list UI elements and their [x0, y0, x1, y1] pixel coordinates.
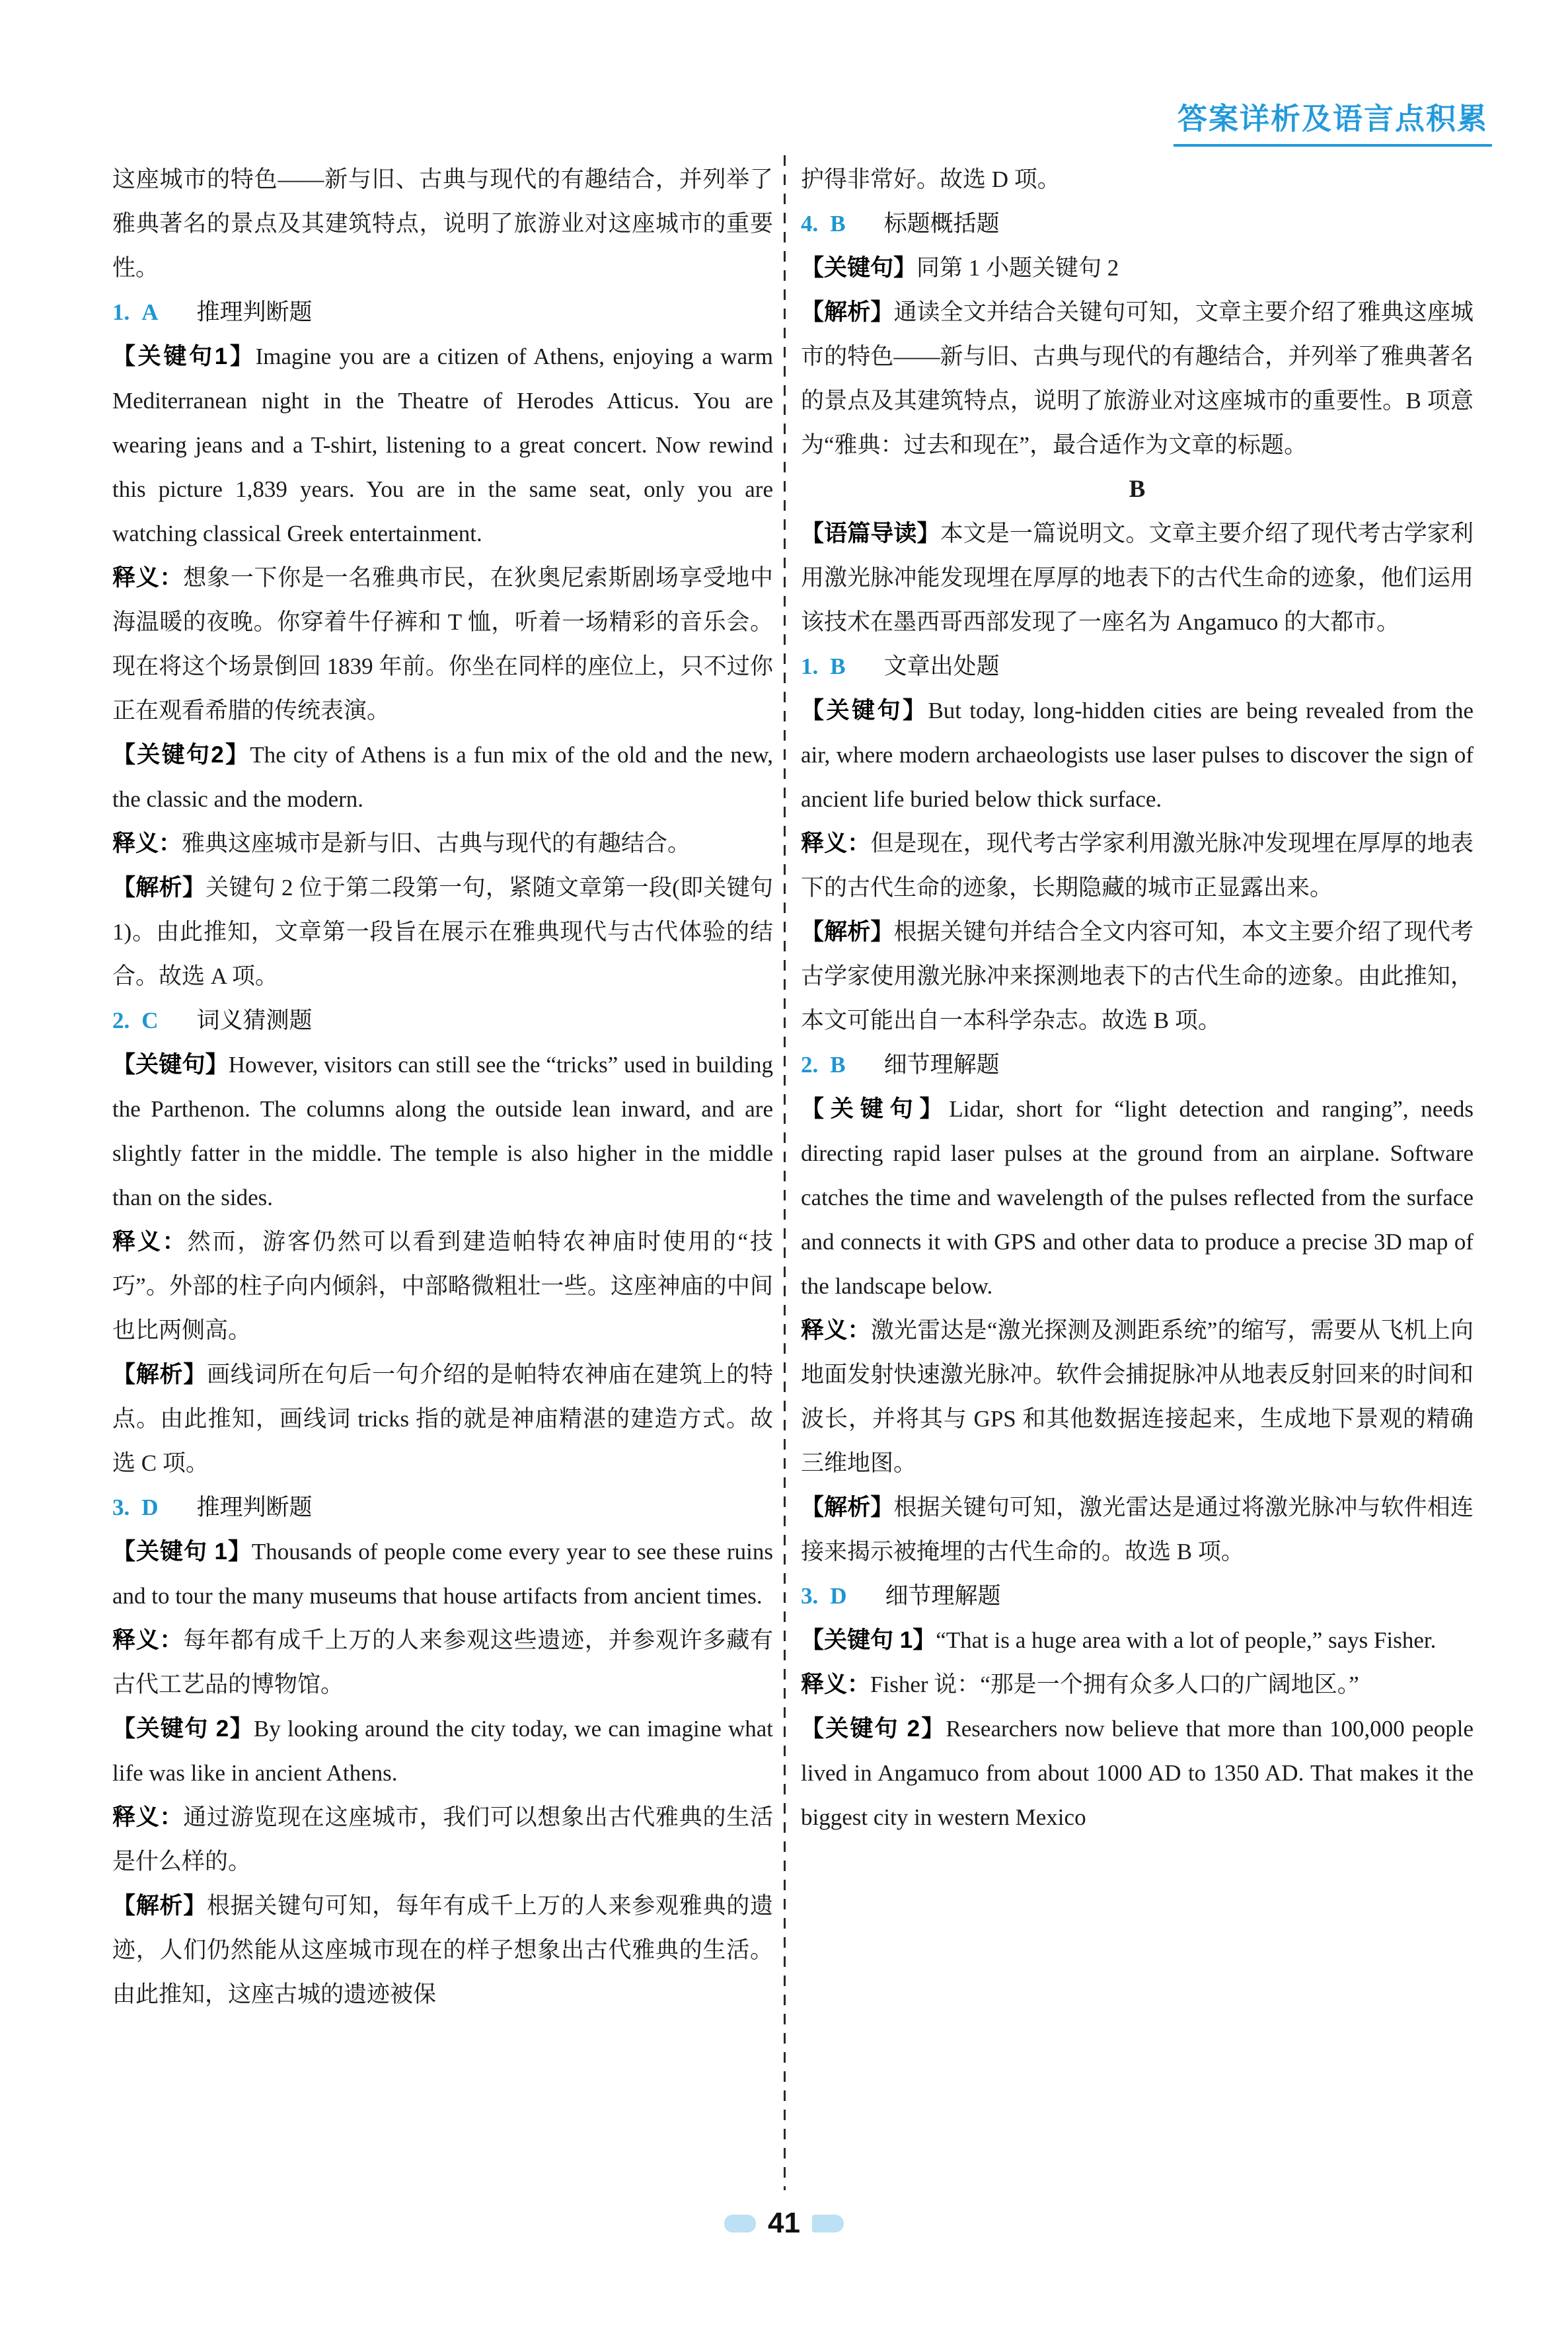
answer-number: 3.: [801, 1583, 819, 1609]
labeled-paragraph: [801, 511, 1474, 644]
answer-letter: A: [141, 299, 159, 325]
paragraph-label: 【关键句 1】: [801, 1627, 936, 1653]
paragraph-text: Imagine you are a citizen of Athens, enjoying a warm Mediterranean night in the Theatre of Herodes Atticus. You are wearing jeans and a T-shirt, listening to a great concert. Now rewind this picture 1,839 years. You are in the same seat, only you are watching classical Greek entertainment.: [112, 344, 773, 546]
section-heading: B: [1129, 476, 1146, 503]
answer-number: 2.: [801, 1052, 819, 1078]
paragraph-label: 【解析】: [801, 1495, 894, 1520]
labeled-paragraph: [112, 1352, 773, 1485]
paragraph-label: 【解析】: [112, 1362, 207, 1387]
labeled-paragraph: [801, 1087, 1474, 1308]
paragraph-text: 激光雷达是“激光探测及测距系统”的缩写，需要从飞机上向地面发射快速激光脉冲。软件会捕捉脉冲从地表反射回来的时间和波长，并将其与 GPS 和其他数据连接起来，生成地下景观的精确三维地图。: [801, 1317, 1474, 1476]
paragraph-label: 【关键句 2】: [801, 1716, 946, 1742]
answer-number: 1.: [112, 299, 130, 325]
labeled-paragraph: [801, 1618, 1474, 1662]
paragraph-text: 根据关键句可知，每年有成千上万的人来参观雅典的遗迹，人们仍然能从这座城市现在的样子想象出古代雅典的生活。由此推知，这座古城的遗迹被保: [112, 1893, 773, 2007]
paragraph-label: 【解析】: [112, 875, 206, 901]
labeled-paragraph: [801, 246, 1474, 290]
paragraph-label: 释义：: [801, 1672, 871, 1697]
translation-paragraph: [801, 1308, 1474, 1485]
translation-paragraph: [112, 821, 773, 866]
paragraph-text: 根据关键句并结合全文内容可知，本文主要介绍了现代考古学家使用激光脉冲来探测地表下的古代生命的迹象。由此推知，本文可能出自一本科学杂志。故选 B 项。: [801, 919, 1474, 1033]
answer-number: 3.: [112, 1495, 130, 1520]
paragraph-text: But today, long-hidden cities are being revealed from the air, where modern archaeologists use laser pulses to discover the sign of ancient life buried below thick surface.: [801, 698, 1474, 812]
paragraph-text: Lidar, short for “light detection and ranging”, needs directing rapid laser pulses at the ground from an airplane. Software catches the time and wavelength of the pulses reflected from the surface and connects it with GPS and other data to produce a precise 3D map of the landscape below.: [801, 1096, 1474, 1299]
paragraph-label: 【语篇导读】: [801, 521, 940, 546]
labeled-paragraph: [801, 290, 1474, 467]
paragraph-text: 想象一下你是一名雅典市民，在狄奥尼索斯剧场享受地中海温暖的夜晚。你穿着牛仔裤和 T 恤，听着一场精彩的音乐会。现在将这个场景倒回 1839 年前。你坐在同样的座位上，只不过你正在观看希腊的传统表演。: [112, 565, 773, 723]
paragraph: 这座城市的特色——新与旧、古典与现代的有趣结合，并列举了雅典著名的景点及其建筑特点，说明了旅游业对这座城市的重要性。: [112, 166, 773, 281]
paragraph-text: 但是现在，现代考古学家利用激光脉冲发现埋在厚厚的地表下的古代生命的迹象，长期隐藏的城市正显露出来。: [801, 830, 1474, 901]
labeled-paragraph: [801, 1485, 1474, 1574]
paragraph-label: 【解析】: [801, 919, 894, 945]
paragraph-text: 雅典这座城市是新与旧、古典与现代的有趣结合。: [182, 830, 691, 856]
paragraph-text: However, visitors can still see the “tricks” used in building the Parthenon. The columns along the outside lean inward, and are slightly fatter in the middle. The temple is also higher in the middle than on the sides.: [112, 1052, 773, 1210]
paragraph-text: Fisher 说：“那是一个拥有众多人口的广阔地区。”: [870, 1672, 1359, 1697]
labeled-paragraph: [112, 1530, 773, 1618]
paragraph-text: 通过游览现在这座城市，我们可以想象出古代雅典的生活是什么样的。: [112, 1804, 773, 1874]
paragraph-text: The city of Athens is a fun mix of the old and the new, the classic and the modern.: [112, 742, 773, 812]
translation-paragraph: [801, 821, 1474, 910]
answer-letter: D: [141, 1495, 159, 1520]
paragraph-text: 同第 1 小题关键句 2: [916, 255, 1119, 281]
paragraph-label: 释义：: [112, 830, 182, 856]
paragraph-text: 画线词所在句后一句介绍的是帕特农神庙在建筑上的特点。由此推知，画线词 tricks 指的就是神庙精湛的建造方式。故选 C 项。: [112, 1362, 773, 1476]
paragraph-text: “That is a huge area with a lot of people,” says Fisher.: [936, 1627, 1437, 1653]
answer-line: [112, 998, 773, 1043]
paragraph-text: 根据关键句可知，激光雷达是通过将激光脉冲与软件相连接来揭示被掩埋的古代生命的。故选 B 项。: [801, 1495, 1474, 1565]
translation-paragraph: [112, 1618, 773, 1707]
paragraph-label: 释义：: [112, 1627, 184, 1653]
labeled-paragraph: [801, 688, 1474, 821]
answer-number: 1.: [801, 653, 819, 679]
page-number: 41: [768, 2207, 800, 2239]
translation-paragraph: [112, 1795, 773, 1884]
paragraph-label: 【关键句2】: [112, 742, 250, 768]
paragraph-label: 释义：: [112, 1229, 188, 1255]
answer-line: [112, 1485, 773, 1530]
answer-line: [801, 644, 1474, 688]
translation-paragraph: [801, 1662, 1474, 1707]
column-divider: [784, 155, 786, 2190]
answer-number: 4.: [801, 211, 819, 237]
labeled-paragraph: [112, 1707, 773, 1795]
labeled-paragraph: [112, 866, 773, 998]
paragraph-label: 【关键句】: [801, 255, 917, 281]
question-type-label: 推理判断题: [196, 299, 313, 325]
labeled-paragraph: [112, 1884, 773, 2016]
paragraph-text: Researchers now believe that more than 100,000 people lived in Angamuco from about 1000 AD to 1350 AD. That makes it the biggest city in western Mexico: [801, 1716, 1474, 1830]
labeled-paragraph: [801, 910, 1474, 1043]
paragraph-label: 【关键句】: [801, 698, 928, 723]
right-column: [801, 157, 1474, 1839]
left-column: [112, 157, 773, 2016]
page-footer: [0, 2207, 1568, 2240]
paragraph-label: 释义：: [112, 1804, 184, 1830]
paragraph-label: 释义：: [801, 1317, 871, 1343]
question-type-label: 细节理解题: [883, 1052, 1000, 1078]
paragraph-text: 本文是一篇说明文。文章主要介绍了现代考古学家利用激光脉冲能发现埋在厚厚的地表下的古代生命的迹象，他们运用该技术在墨西哥西部发现了一座名为 Angamuco 的大都市。: [801, 521, 1474, 635]
question-type-label: 词义猜测题: [196, 1008, 313, 1033]
paragraph-text: Thousands of people come every year to see these ruins and to tour the many museums that house artifacts from ancient times.: [112, 1539, 773, 1609]
question-type-label: 推理判断题: [196, 1495, 313, 1520]
footer-left-pill-decoration: [724, 2215, 756, 2233]
paragraph: 护得非常好。故选 D 项。: [801, 166, 1061, 192]
labeled-paragraph: [112, 1043, 773, 1220]
paragraph-label: 【关键句】: [112, 1052, 229, 1078]
paragraph-label: 【解析】: [801, 299, 894, 325]
paragraph-label: 【关键句 1】: [112, 1539, 252, 1565]
answer-line: [801, 1043, 1474, 1087]
paragraph-label: 释义：: [112, 565, 184, 591]
paragraph-label: 【关键句】: [801, 1096, 950, 1122]
question-type-label: 细节理解题: [885, 1583, 1001, 1609]
labeled-paragraph: [112, 334, 773, 556]
question-type-label: 文章出处题: [883, 653, 1000, 679]
answer-line: [801, 1574, 1474, 1618]
answer-letter: B: [830, 653, 846, 679]
page-header: [1174, 103, 1492, 147]
translation-paragraph: [112, 1220, 773, 1352]
answer-line: [801, 202, 1474, 246]
labeled-paragraph: [112, 733, 773, 821]
labeled-paragraph: [801, 1707, 1474, 1839]
answer-letter: B: [830, 1052, 846, 1078]
answer-letter: C: [141, 1008, 159, 1033]
paragraph-text: 每年都有成千上万的人来参观这些遗迹，并参观许多藏有古代工艺品的博物馆。: [112, 1627, 773, 1697]
footer-right-pill-decoration: [812, 2215, 844, 2233]
answer-line: [112, 290, 773, 334]
answer-number: 2.: [112, 1008, 130, 1033]
translation-paragraph: [112, 556, 773, 733]
question-type-label: 标题概括题: [883, 211, 1000, 237]
answer-letter: D: [830, 1583, 847, 1609]
paragraph-label: 【解析】: [112, 1893, 207, 1919]
paragraph-label: 【关键句1】: [112, 344, 256, 369]
paragraph-text: 然而，游客仍然可以看到建造帕特农神庙时使用的“技巧”。外部的柱子向内倾斜，中部略微粗壮一些。这座神庙的中间也比两侧高。: [112, 1229, 773, 1343]
paragraph-label: 释义：: [801, 830, 871, 856]
page-header-title: 答案详析及语言点积累: [1177, 102, 1489, 135]
paragraph-label: 【关键句 2】: [112, 1716, 254, 1742]
paragraph-text: 关键句 2 位于第二段第一句，紧随文章第一段(即关键句 1)。由此推知，文章第一段旨在展示在雅典现代与古代体验的结合。故选 A 项。: [112, 875, 773, 989]
paragraph-text: 通读全文并结合关键句可知，文章主要介绍了雅典这座城市的特色——新与旧、古典与现代的有趣结合，并列举了雅典著名的景点及其建筑特点，说明了旅游业对这座城市的重要性。B 项意为“雅典：过去和现在”，最合适作为文章的标题。: [801, 299, 1474, 458]
answer-letter: B: [830, 211, 846, 237]
paragraph-text: By looking around the city today, we can imagine what life was like in ancient Athens.: [112, 1716, 773, 1786]
